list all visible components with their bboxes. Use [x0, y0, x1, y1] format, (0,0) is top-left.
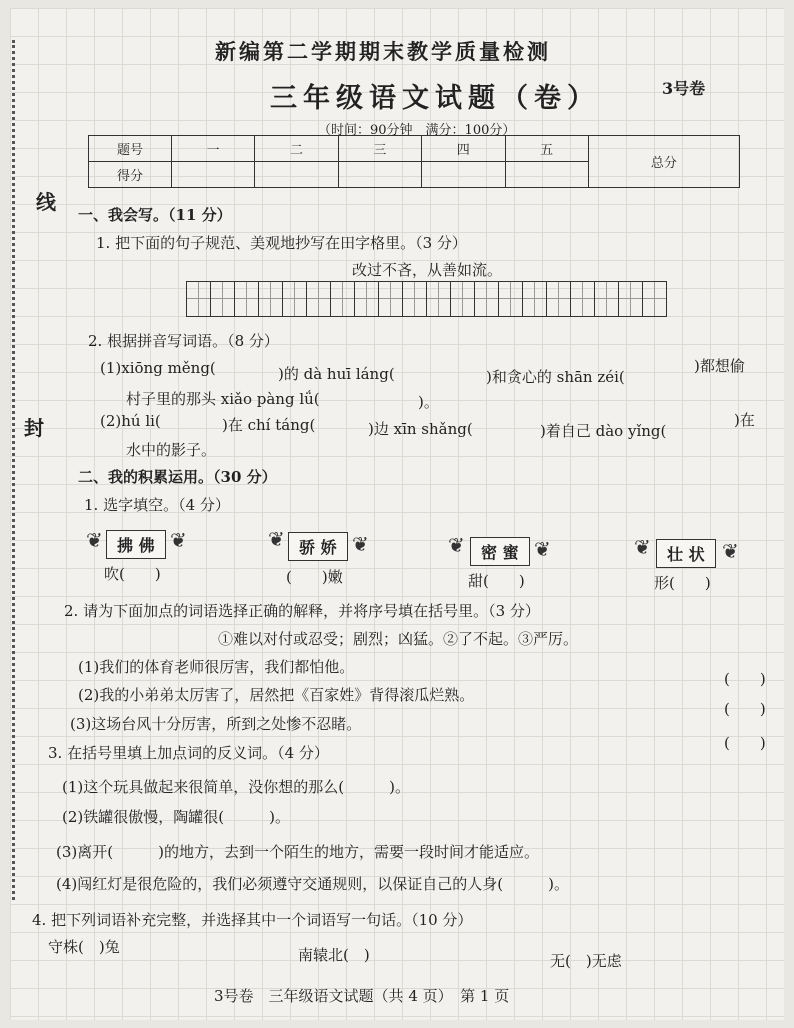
time-info: （时间：90分钟 满分：100分） — [318, 123, 516, 138]
score-input-cell[interactable] — [338, 162, 421, 188]
s1-q1-text: 1. 把下面的句子规范、美观地抄写在田字格里。（3 分） — [96, 234, 467, 252]
tianzige-cell[interactable] — [330, 282, 354, 316]
score-cell: 得分 — [89, 162, 172, 188]
leaf-decoration-icon: ❦ — [722, 539, 739, 563]
s2-q2-item-3: (3)这场台风十分厉害，所到之处惨不忍睹。 — [70, 715, 362, 733]
pinyin-4: 水中的影子。 — [126, 441, 217, 459]
score-cell: 三 — [338, 136, 421, 162]
tianzige-cell[interactable] — [546, 282, 570, 316]
word-card-1: 拂 佛 — [106, 530, 166, 559]
tianzige-grid[interactable] — [186, 281, 667, 317]
answer-blank-3[interactable]: ( ) — [724, 734, 766, 752]
s2-q2-text: 2. 请为下面加点的词语选择正确的解释，并将序号填在括号里。（3 分） — [64, 602, 540, 620]
version-label: 3号卷 — [662, 79, 706, 98]
score-input-cell[interactable] — [255, 162, 338, 188]
pinyin-1c: )和贪心的 shān zéi( — [486, 368, 625, 386]
answer-blank-2[interactable]: ( ) — [724, 700, 766, 718]
tianzige-cell[interactable] — [378, 282, 402, 316]
s2-q4-text: 4. 把下列词语补充完整，并选择其中一个词语写一句话。（10 分） — [32, 911, 473, 929]
tianzige-cell[interactable] — [354, 282, 378, 316]
score-table-header-row — [89, 136, 740, 162]
s2-q2-item-2: (2)我的小弟弟太厉害了，居然把《百家姓》背得滚瓜烂熟。 — [78, 686, 475, 704]
tianzige-cell[interactable] — [258, 282, 282, 316]
tianzige-cell[interactable] — [474, 282, 498, 316]
tianzige-cell[interactable] — [450, 282, 474, 316]
idiom-3: 无( )无虑 — [550, 952, 622, 970]
tianzige-cell[interactable] — [234, 282, 258, 316]
answer-blank-1[interactable]: ( ) — [724, 670, 766, 688]
s2-q3-item-1: (1)这个玩具做起来很简单，没你想的那么( )。 — [62, 778, 410, 796]
s2-q2-options: ①难以对付或忍受；剧烈；凶猛。②了不起。③严厉。 — [218, 630, 579, 648]
s2-q3-item-3: (3)离开( )的地方，去到一个陌生的地方，需要一段时间才能适应。 — [56, 843, 539, 861]
tianzige-cell[interactable] — [594, 282, 618, 316]
idiom-2: 南辕北( ) — [298, 946, 370, 964]
tianzige-cell[interactable] — [402, 282, 426, 316]
leaf-decoration-icon: ❦ — [86, 528, 103, 552]
leaf-decoration-icon: ❦ — [534, 537, 551, 561]
tianzige-cell[interactable] — [642, 282, 666, 316]
score-cell: 四 — [422, 136, 505, 162]
s2-q3-item-4: (4)闯红灯是很危险的，我们必须遵守交通规则，以保证自己的人身( )。 — [56, 875, 569, 893]
tianzige-cell[interactable] — [618, 282, 642, 316]
binding-dotted-line — [12, 40, 15, 900]
word-card-4: 壮 状 — [656, 539, 716, 568]
score-cell: 一 — [172, 136, 255, 162]
page-footer: 3号卷 三年级语文试题（共 4 页） 第 1 页 — [214, 987, 510, 1005]
pinyin-1d: )都想偷 — [694, 357, 745, 375]
leaf-decoration-icon: ❦ — [170, 528, 187, 552]
score-cell: 五 — [505, 136, 588, 162]
score-input-cell[interactable] — [505, 162, 588, 188]
score-cell: 题号 — [89, 136, 172, 162]
fill-blank-2[interactable]: ( )嫩 — [286, 568, 343, 586]
tianzige-cell[interactable] — [522, 282, 546, 316]
exam-title-line2: 三年级语文试题（卷） — [270, 83, 600, 114]
leaf-decoration-icon: ❦ — [634, 535, 651, 559]
section1-heading: 一、我会写。（11 分） — [78, 206, 232, 224]
binding-char-line: 线 — [36, 190, 56, 214]
leaf-decoration-icon: ❦ — [268, 527, 285, 551]
pinyin-2b: )。 — [418, 393, 439, 411]
leaf-decoration-icon: ❦ — [448, 533, 465, 557]
score-cell-total: 总分 — [588, 136, 739, 188]
tianzige-cell[interactable] — [426, 282, 450, 316]
score-input-cell[interactable] — [422, 162, 505, 188]
tianzige-cell[interactable] — [498, 282, 522, 316]
exam-title-line1: 新编第二学期期末教学质量检测 — [215, 39, 551, 64]
score-cell: 二 — [255, 136, 338, 162]
s2-q3-text: 3. 在括号里填上加点词的反义词。（4 分） — [48, 744, 329, 762]
pinyin-3c: )边 xīn shǎng( — [368, 420, 473, 438]
score-input-cell[interactable] — [172, 162, 255, 188]
s1-q2-text: 2. 根据拼音写词语。（8 分） — [88, 332, 279, 350]
idiom-1: 守株( )兔 — [48, 938, 120, 956]
tianzige-cell[interactable] — [282, 282, 306, 316]
tianzige-cell[interactable] — [570, 282, 594, 316]
pinyin-3d: )着自己 dào yǐng( — [540, 422, 667, 440]
s2-q3-item-2: (2)铁罐很傲慢，陶罐很( )。 — [62, 808, 290, 826]
section2-heading: 二、我的积累运用。（30 分） — [78, 468, 277, 486]
s2-q1-text: 1. 选字填空。（4 分） — [84, 496, 230, 514]
tianzige-cell[interactable] — [306, 282, 330, 316]
word-card-2: 骄 娇 — [288, 532, 348, 561]
pinyin-2a: 村子里的那头 xiǎo pàng lǘ( — [126, 390, 320, 408]
fill-blank-3[interactable]: 甜( ) — [468, 572, 525, 590]
binding-char-seal: 封 — [24, 416, 44, 440]
tianzige-cell[interactable] — [210, 282, 234, 316]
pinyin-3a: (2)hú li( — [100, 412, 161, 430]
pinyin-3e: )在 — [734, 411, 755, 429]
leaf-decoration-icon: ❦ — [352, 532, 369, 556]
pinyin-3b: )在 chí táng( — [222, 416, 316, 434]
fill-blank-4[interactable]: 形( ) — [654, 574, 711, 592]
pinyin-1a: (1)xiōng měng( — [100, 359, 216, 377]
s1-q1-sentence: 改过不吝，从善如流。 — [352, 261, 503, 279]
score-table — [88, 135, 740, 188]
word-card-3: 密 蜜 — [470, 537, 530, 566]
fill-blank-1[interactable]: 吹( ) — [104, 565, 161, 583]
s2-q2-item-1: (1)我们的体育老师很厉害，我们都怕他。 — [78, 658, 355, 676]
pinyin-1b: )的 dà huī láng( — [278, 365, 395, 383]
tianzige-cell[interactable] — [187, 282, 210, 316]
